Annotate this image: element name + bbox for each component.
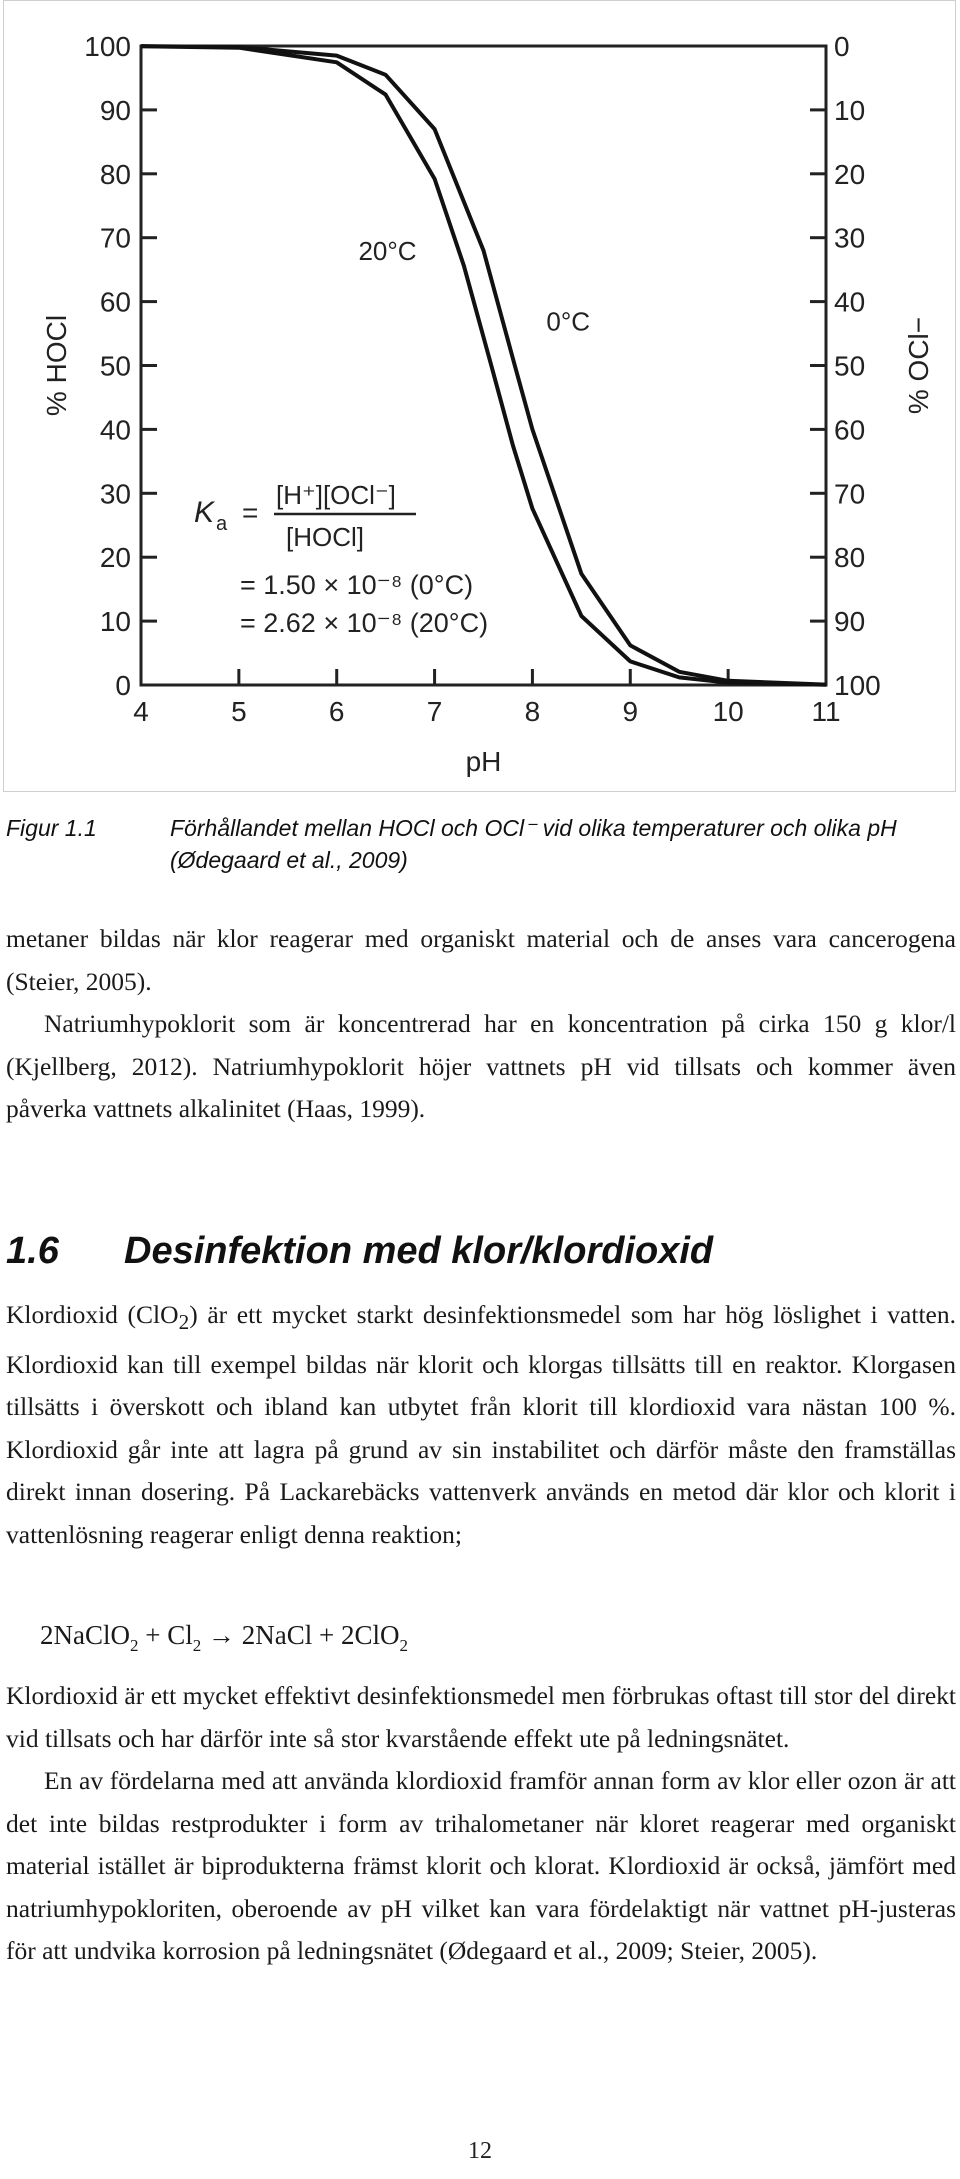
y-tick-label-right: 90: [834, 606, 866, 638]
y-axis-label-left: % HOCl: [41, 314, 72, 417]
paragraph: En av fördelarna med att använda klordioxid framför annan form av klor eller ozon är att det inte bildas restprodukter i form av trihalometaner när kloret reagerar med organiskt material istället är biprodukterna främst klorit och klorat. Klordioxid är också, jämfört med natriumhypokloriten, oberoende av pH vilket kan vara fördelaktigt när vattnet pH-justeras för att undvika korrosion på ledningsnätet (Ødegaard et al., 2009; Steier, 2005).: [6, 1766, 956, 1965]
ka-value-20c: = 2.62 × 10⁻⁸ (20°C): [240, 608, 489, 639]
figure-frame: [3, 0, 956, 792]
series-label: 20°C: [358, 236, 417, 267]
reactant: + Cl: [138, 1620, 193, 1650]
subscript: 2: [399, 1636, 408, 1655]
x-tick-label: 9: [622, 696, 639, 727]
y-tick-label-left: 50: [99, 350, 131, 382]
paragraph-part: ) är ett mycket starkt desinfektionsmedel som har hög löslighet i vatten. Klordioxid kan till exempel bildas när klorit och klorgas tillsätts till en reaktor. Klorgasen tillsätts i överskott och ibland kan utbytet från klorit till klordioxid vara nästan 100 %. Klordioxid går inte att lagra på grund av sin instabilitet och därför måste den framställas direkt innan dosering. På Lackarebäcks vattenverk används en metod där klor och klorit i vattenlösning reagerar enligt denna reaktion;: [6, 1300, 956, 1549]
y-tick-label-right: 100: [834, 670, 881, 701]
y-tick-label-left: 40: [99, 414, 131, 446]
x-tick-label: 5: [231, 696, 247, 727]
x-tick-label: 4: [133, 696, 149, 727]
subscript: 2: [130, 1636, 139, 1655]
reaction-equation: [40, 1620, 408, 1655]
reaction-arrow: →: [201, 1620, 242, 1650]
section-number: 1.6: [6, 1230, 59, 1272]
x-tick-label: 8: [524, 696, 541, 727]
caption-number: Figur 1.1: [6, 815, 97, 841]
x-axis-label: pH: [465, 746, 502, 777]
x-tick-label: 6: [328, 696, 345, 727]
ka-symbol: K: [194, 496, 215, 530]
series-label: 0°C: [546, 306, 591, 337]
y-tick-label-right: 70: [834, 478, 866, 510]
caption-text: Förhållandet mellan HOCl och OCl⁻ vid olika temperaturer och olika pH (Ødegaard et al., 2009): [170, 815, 897, 873]
y-tick-label-left: 20: [99, 542, 131, 574]
text-block-bottom: [6, 1675, 956, 1973]
y-tick-label-left: 60: [99, 286, 131, 318]
y-tick-label-right: 60: [834, 414, 866, 446]
paragraph: Klordioxid är ett mycket effektivt desinfektionsmedel men förbrukas oftast till stor del direkt vid tillsats och har därför inte så stor kvarstående effekt ute på ledningsnätet.: [6, 1681, 956, 1753]
equals-sign: =: [242, 497, 259, 529]
ka-equation: [194, 480, 488, 638]
text-block-top: [6, 918, 956, 1131]
paragraph: metaner bildas när klor reagerar med organiskt material och de anses vara cancerogena (Steier, 2005).: [6, 924, 956, 996]
reactant: 2NaClO: [40, 1620, 130, 1650]
y-tick-label-right: 30: [834, 222, 866, 254]
y-tick-label-right: 10: [834, 94, 866, 126]
hocl-ocl-chart: [4, 1, 955, 791]
y-tick-label-right: 40: [834, 286, 866, 318]
ka-value-0c: = 1.50 × 10⁻⁸ (0°C): [240, 570, 474, 601]
paragraph-part: Klordioxid (ClO: [6, 1300, 179, 1329]
x-tick-label: 10: [712, 696, 744, 727]
y-tick-label-right: 50: [834, 350, 866, 382]
product: 2NaCl + 2ClO: [241, 1620, 400, 1650]
y-tick-label-left: 100: [84, 31, 131, 62]
y-tick-label-left: 10: [99, 606, 131, 638]
text-block-section: [6, 1294, 956, 1556]
ka-subscript: a: [216, 513, 228, 536]
numerator: [H⁺][OCl⁻]: [276, 480, 396, 511]
paragraph: [6, 1294, 956, 1556]
y-tick-label-left: 70: [99, 222, 131, 254]
page-number: 12: [468, 2138, 492, 2164]
x-tick-label: 7: [426, 696, 443, 727]
y-tick-label-left: 30: [99, 478, 131, 510]
x-tick-label: 11: [811, 696, 841, 727]
subscript: 2: [192, 1636, 202, 1655]
section-title: Desinfektion med klor/klordioxid: [124, 1230, 714, 1272]
y-axis-label-right: % OCl−: [903, 316, 934, 415]
y-tick-label-right: 0: [834, 31, 850, 62]
section-heading: [6, 1230, 713, 1273]
y-tick-label-left: 0: [115, 670, 131, 701]
y-tick-label-right: 80: [834, 542, 866, 574]
y-tick-label-left: 80: [99, 158, 131, 190]
y-tick-label-right: 20: [834, 158, 866, 190]
paragraph: Natriumhypoklorit som är koncentrerad har en koncentration på cirka 150 g klor/l (Kjellberg, 2012). Natriumhypoklorit höjer vattnets pH vid tillsats och kommer även påverka vattnets alkalinitet (Haas, 1999).: [6, 1009, 956, 1123]
denominator: [HOCl]: [286, 522, 364, 553]
y-tick-label-left: 90: [99, 94, 131, 126]
subscript: 2: [178, 1310, 190, 1335]
